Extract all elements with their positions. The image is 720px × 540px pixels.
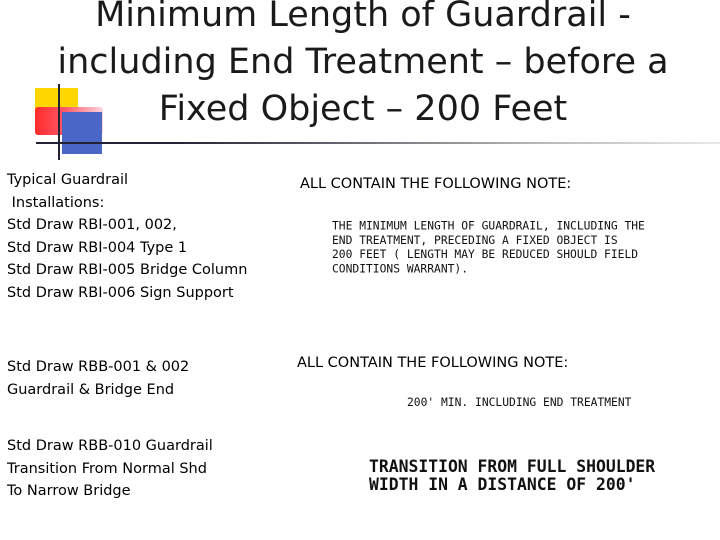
plan-note-200-min: 200' MIN. INCLUDING END TREATMENT [407,396,632,409]
note-label-first: ALL CONTAIN THE FOLLOWING NOTE: [300,176,572,192]
plan-note-transition: TRANSITION FROM FULL SHOULDER WIDTH IN A DISTANCE OF 200' [369,457,656,494]
decoration-horizontal-rule [36,142,720,144]
plan-note-minimum-length: THE MINIMUM LENGTH OF GUARDRAIL, INCLUDING THE END TREATMENT, PRECEDING A FIXED OBJECT IS 200 FEET ( LENGTH MAY BE REDUCED SHOULD FIELD CONDITIONS WARRANT). [332,219,645,276]
note-label-second: ALL CONTAIN THE FOLLOWING NOTE: [297,355,569,371]
drawing-list-rbb-001: Std Draw RBB-001 & 002 Guardrail & Bridge End [7,359,190,398]
drawing-list-rbb-010: Std Draw RBB-010 Guardrail Transition From Normal Shd To Narrow Bridge [7,438,213,499]
drawing-list-rbi: Typical Guardrail Installations: Std Draw RBI-001, 002, Std Draw RBI-004 Type 1 Std Draw RBI-005 Bridge Column Std Draw RBI-006 Sign Support [7,172,248,301]
slide-title: Minimum Length of Guardrail - including End Treatment – before a Fixed Object – 200 Feet [57,0,669,129]
